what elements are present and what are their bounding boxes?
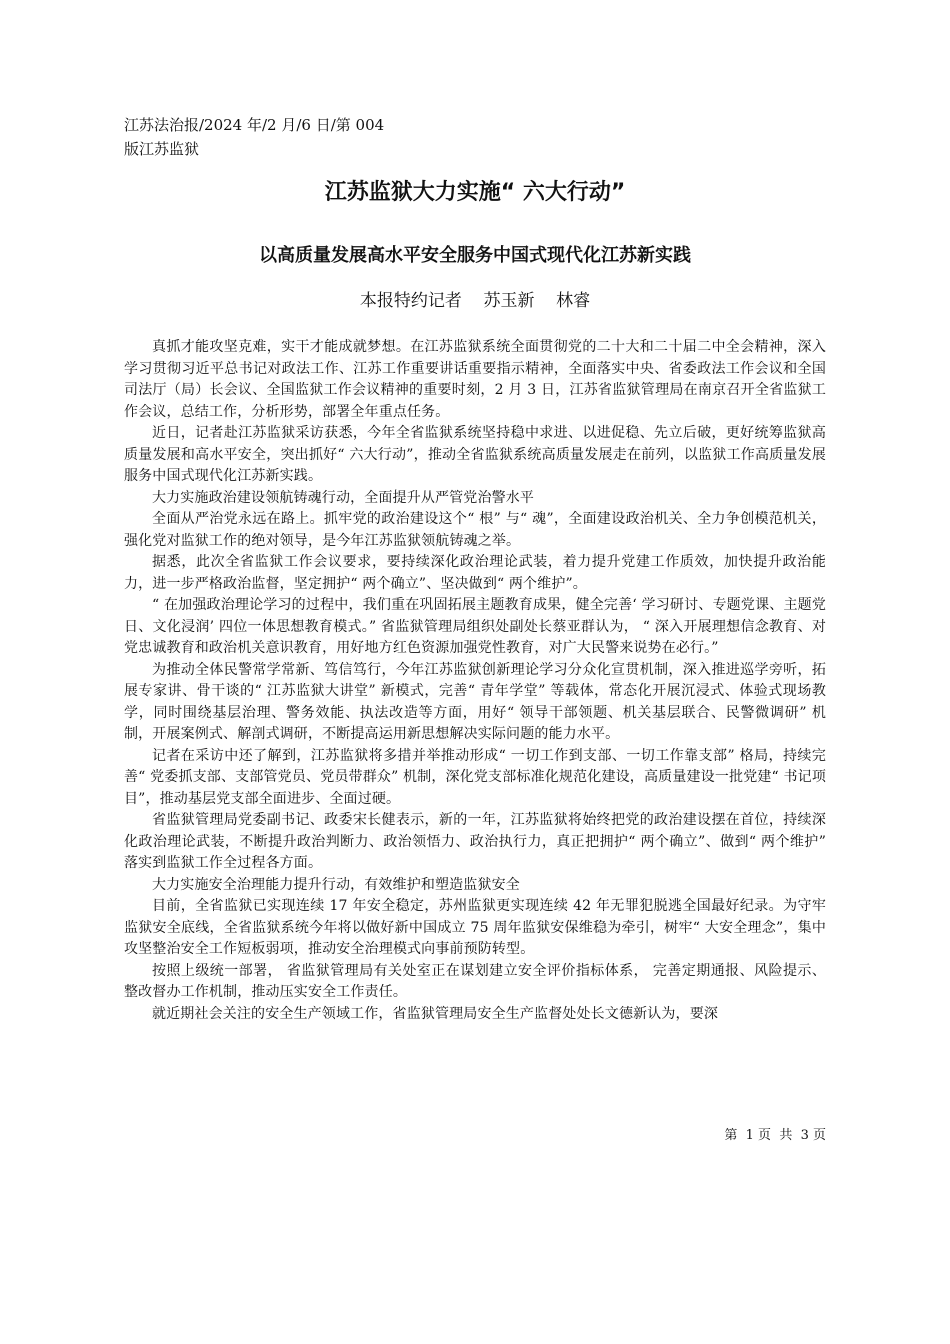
section-heading: 大力实施政治建设领航铸魂行动，全面提升从严管党治警水平	[152, 489, 535, 506]
byline: 本报特约记者 苏玉新 林睿	[359, 291, 591, 311]
paragraph: “ 在加强政治理论学习的过程中，我们重在巩固拓展主题教育成果，健全完善‘ 学习研讨、专题党课、主题党日、文化浸润’ 四位一体思想教育模式。” 省监狱管理局组织处副处长蔡亚群认为， “ 深入开展理想信念教育、对党忠诚教育和政治机关意识教育，用好地方红色资源加强党性教育，对广大民警来说势在必行。”	[124, 597, 826, 656]
source-info	[124, 113, 424, 161]
paragraph: 真抓才能攻坚克难，实干才能成就梦想。在江苏监狱系统全面贯彻党的二十大和二十届二中全会精神，深入学习贯彻习近平总书记对政法工作、江苏工作重要讲话重要指示精神，全面落实中央、省委政法工作会议和全国司法厅（局）长会议、全国监狱工作会议精神的重要时刻，2 月 3 日，江苏省监狱管理局在南京召开全省监狱工作会议，总结工作，分析形势，部署全年重点任务。	[124, 339, 826, 420]
paragraph: 据悉，此次全省监狱工作会议要求，要持续深化政治理论武装，着力提升党建工作质效，加快提升政治能力，进一步严格政治监督，坚定拥护“ 两个确立”、坚决做到“ 两个维护”。	[124, 554, 826, 592]
paragraph: 记者在采访中还了解到，江苏监狱将多措并举推动形成“ 一切工作到支部、一切工作靠支部” 格局，持续完善“ 党委抓支部、支部管党员、党员带群众” 机制，深化党支部标准化规范化建设，高质量建设一批党建“ 书记项目”，推动基层党支部全面进步、全面过硬。	[124, 747, 826, 807]
paragraph: 省监狱管理局党委副书记、政委宋长健表示，新的一年，江苏监狱将始终把党的政治建设摆在首位，持续深化政治理论武装，不断提升政治判断力、政治领悟力、政治执行力，真正把拥护“ 两个确立”、做到“ 两个维护” 落实到监狱工作全过程各方面。	[124, 812, 826, 871]
paragraph: 近日，记者赴江苏监狱采访获悉，今年全省监狱系统坚持稳中求进、以进促稳、先立后破，更好统筹监狱高质量发展和高水平安全，突出抓好“ 六大行动”，推动全省监狱系统高质量发展走在前列，以监狱工作高质量发展服务中国式现代化江苏新实践。	[124, 425, 826, 484]
paragraph: 全面从严治党永远在路上。抓牢党的政治建设这个“ 根” 与“ 魂”，全面建设政治机关、全力争创模范机关，强化党对监狱工作的绝对领导，是今年江苏监狱领航铸魂之举。	[124, 511, 826, 549]
section-heading: 大力实施安全治理能力提升行动，有效维护和塑造监狱安全	[152, 876, 520, 893]
source-line-2: 版江苏监狱	[124, 140, 200, 158]
paragraph: 目前，全省监狱已实现连续 17 年安全稳定，苏州监狱更实现连续 42 年无罪犯脱逃全国最好纪录。为守牢监狱安全底线，全省监狱系统今年将以做好新中国成立 75 周年监狱安保维稳为牵引，树牢“ 大安全理念”，集中攻坚整治安全工作短板弱项，推动安全治理模式向事前预防转型。	[124, 898, 826, 957]
paragraph: 为推动全体民警常学常新、笃信笃行，今年江苏监狱创新理论学习分众化宣贯机制，深入推进巡学旁听，拓展专家讲、骨干谈的“ 江苏监狱大讲堂” 新模式，完善“ 青年学堂” 等载体，常态化开展沉浸式、体验式现场教学，同时围绕基层治理、警务效能、执法改造等方面，用好“ 领导干部领题、机关基层联合、民警微调研” 机制，开展案例式、解剖式调研，不断提高运用新思想解决实际问题的能力水平。	[124, 661, 826, 742]
article-subtitle: 以高质量发展高水平安全服务中国式现代化江苏新实践	[259, 245, 691, 266]
paragraph: 就近期社会关注的安全生产领域工作，省监狱管理局安全生产监督处处长文德新认为，要深	[152, 1005, 718, 1022]
article-title: 江苏监狱大力实施“ 六大行动”	[324, 180, 626, 205]
page-number: 第 1 页 共 3 页	[724, 1128, 826, 1143]
paragraph: 按照上级统一部署， 省监狱管理局有关处室正在谋划建立安全评价指标体系， 完善定期通报、风险提示、整改督办工作机制，推动压实安全工作责任。	[124, 962, 826, 1000]
source-line-1: 江苏法治报/2024 年/2 月/6 日/第 004	[124, 116, 385, 134]
article-body	[124, 337, 826, 1112]
